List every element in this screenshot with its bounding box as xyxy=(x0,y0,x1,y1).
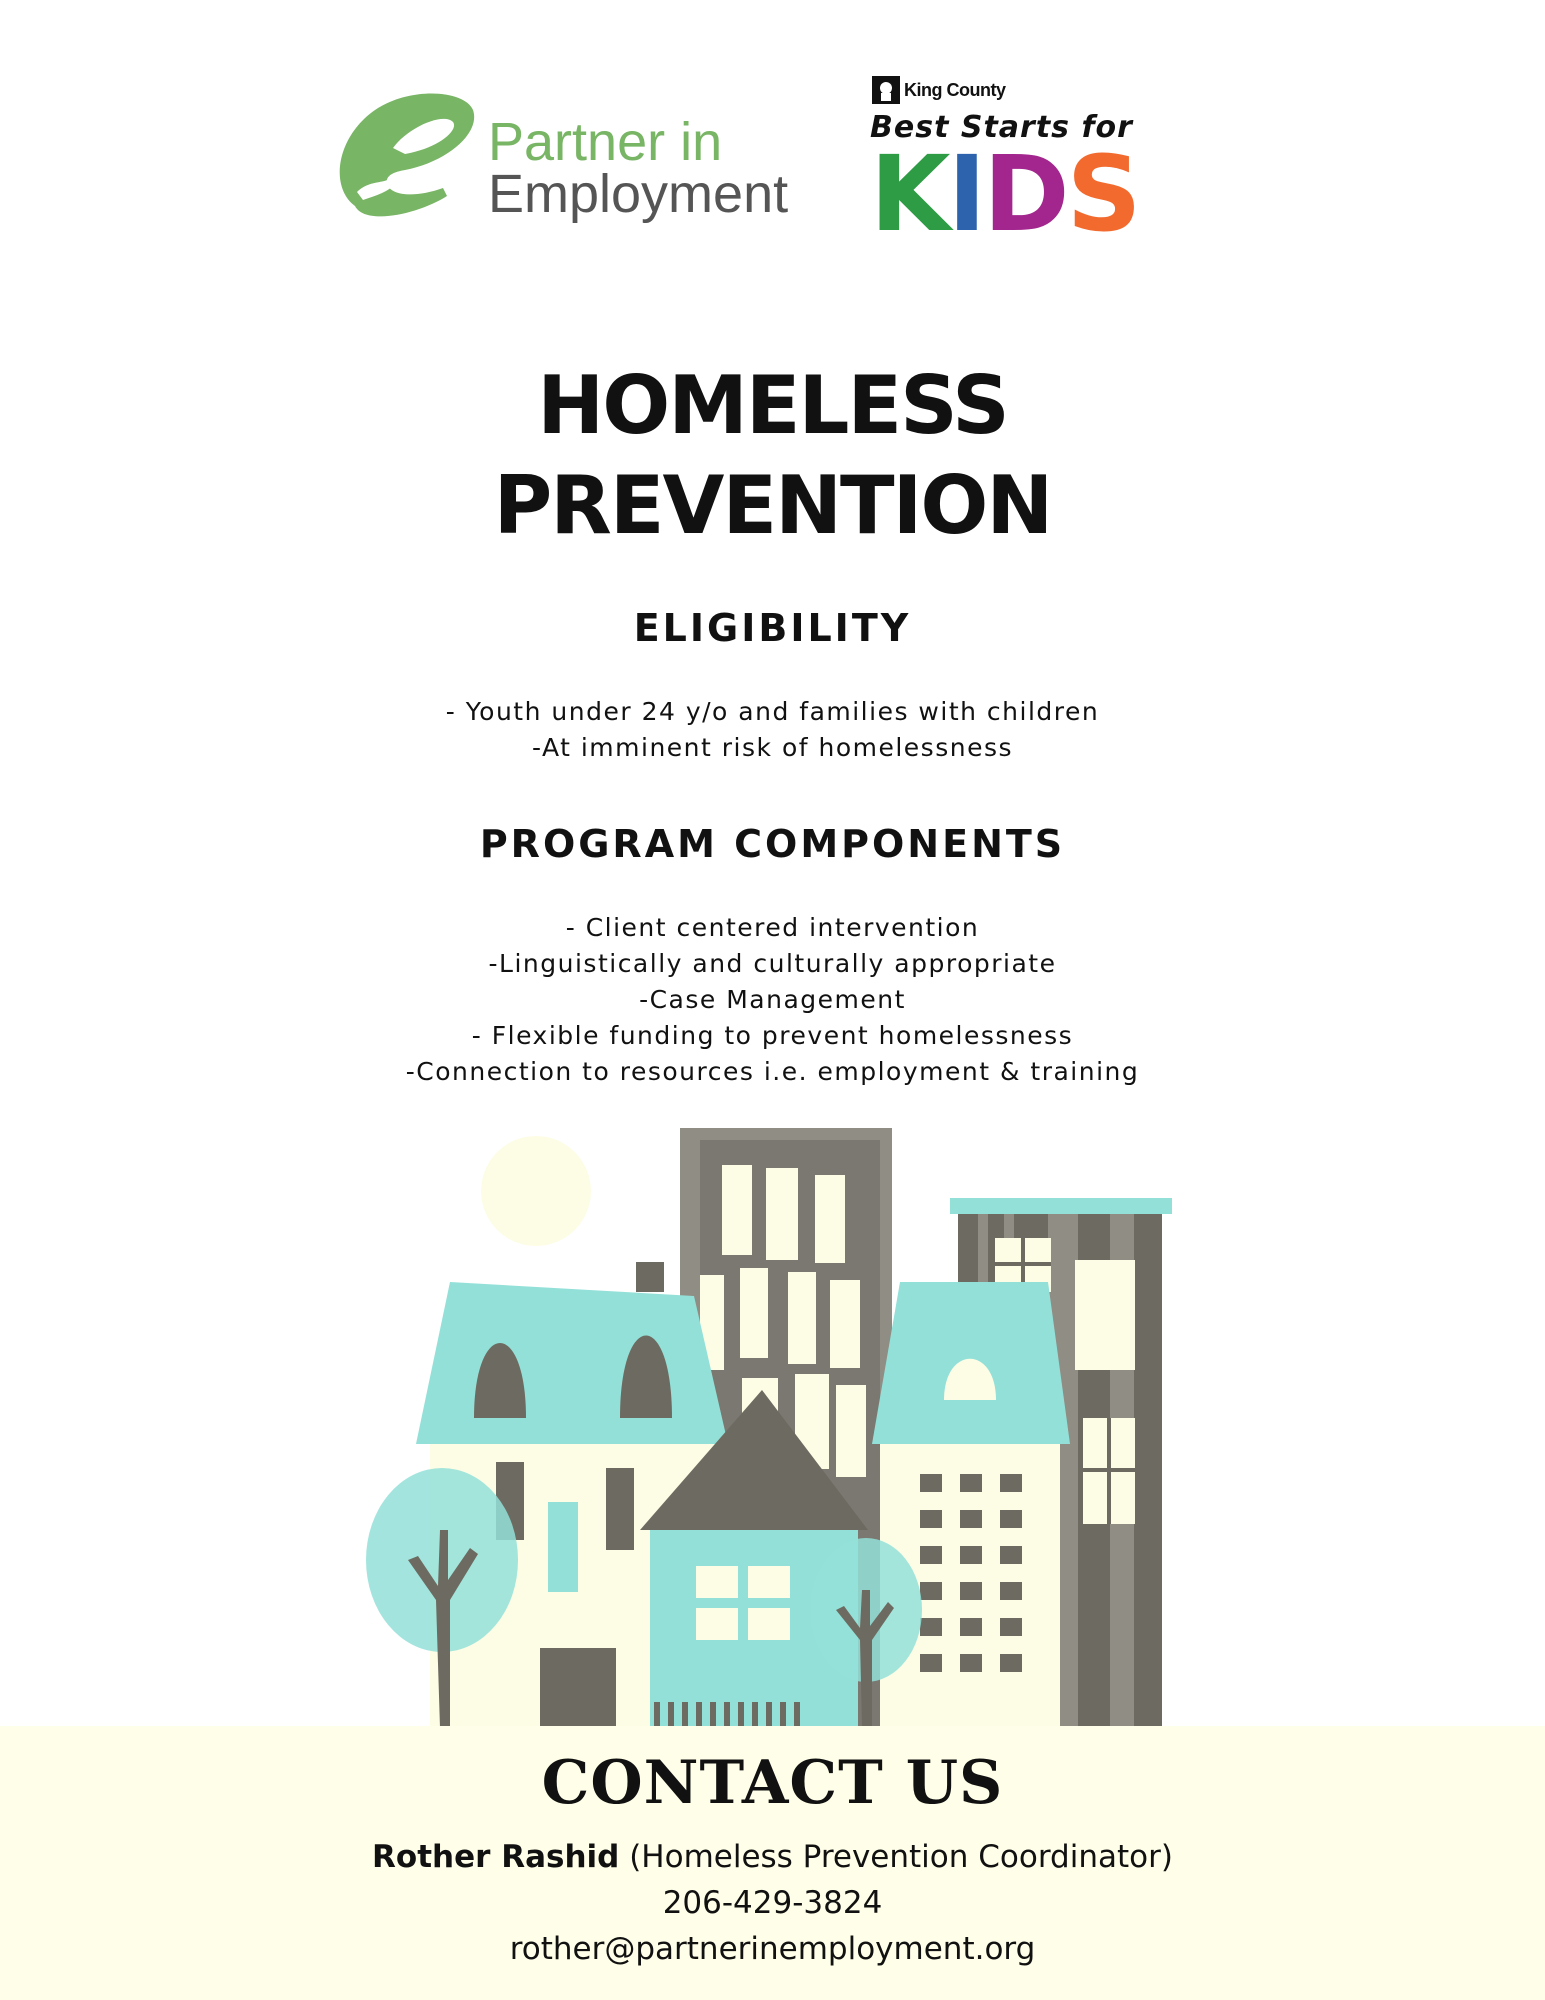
eligibility-item: -At imminent risk of homelessness xyxy=(531,733,1014,762)
town-illustration xyxy=(0,1100,1545,1730)
contact-person xyxy=(0,1834,1545,1880)
kids-letter-i: I xyxy=(947,133,984,255)
best-starts-for-kids-logo xyxy=(870,74,1140,255)
contact-heading: CONTACT US xyxy=(541,1748,1004,1818)
program-item: - Flexible funding to prevent homelessness xyxy=(471,1021,1074,1050)
eligibility-item: - Youth under 24 y/o and families with children xyxy=(445,697,1100,726)
contact-section xyxy=(0,1726,1545,2000)
kids-wordmark xyxy=(870,133,1139,255)
kids-letter-d: D xyxy=(983,133,1067,255)
kids-letter-s: S xyxy=(1066,133,1139,255)
partner-e-hands-icon xyxy=(335,88,485,234)
partner-logo-line2: Employment xyxy=(488,164,789,224)
program-components-heading: PROGRAM COMPONENTS xyxy=(479,822,1066,866)
page-title-line2: PREVENTION xyxy=(493,459,1052,552)
eligibility-list xyxy=(0,694,1545,766)
contact-name: Rother Rashid xyxy=(372,1839,620,1875)
partner-logo-line1: Partner in xyxy=(488,112,723,172)
king-county-seal-icon xyxy=(872,76,900,104)
program-item: - Client centered intervention xyxy=(565,913,980,942)
king-county-label: King County xyxy=(904,80,1006,100)
kids-letter-k: K xyxy=(870,133,948,255)
best-starts-label: Best Starts for xyxy=(870,110,1133,145)
sun-icon xyxy=(481,1136,591,1246)
page-title-line1: HOMELESS xyxy=(537,359,1008,452)
contact-email[interactable]: rother@partnerinemployment.org xyxy=(509,1931,1036,1967)
partner-in-employment-logo xyxy=(335,88,795,234)
eligibility-heading: ELIGIBILITY xyxy=(633,606,912,650)
program-item: -Connection to resources i.e. employment & training xyxy=(405,1057,1140,1086)
contact-role: (Homeless Prevention Coordinator) xyxy=(619,1839,1173,1875)
contact-phone[interactable]: 206-429-3824 xyxy=(662,1885,883,1921)
program-item: -Case Management xyxy=(639,985,906,1014)
program-item: -Linguistically and culturally appropriate xyxy=(488,949,1057,978)
program-components-list xyxy=(0,910,1545,1090)
